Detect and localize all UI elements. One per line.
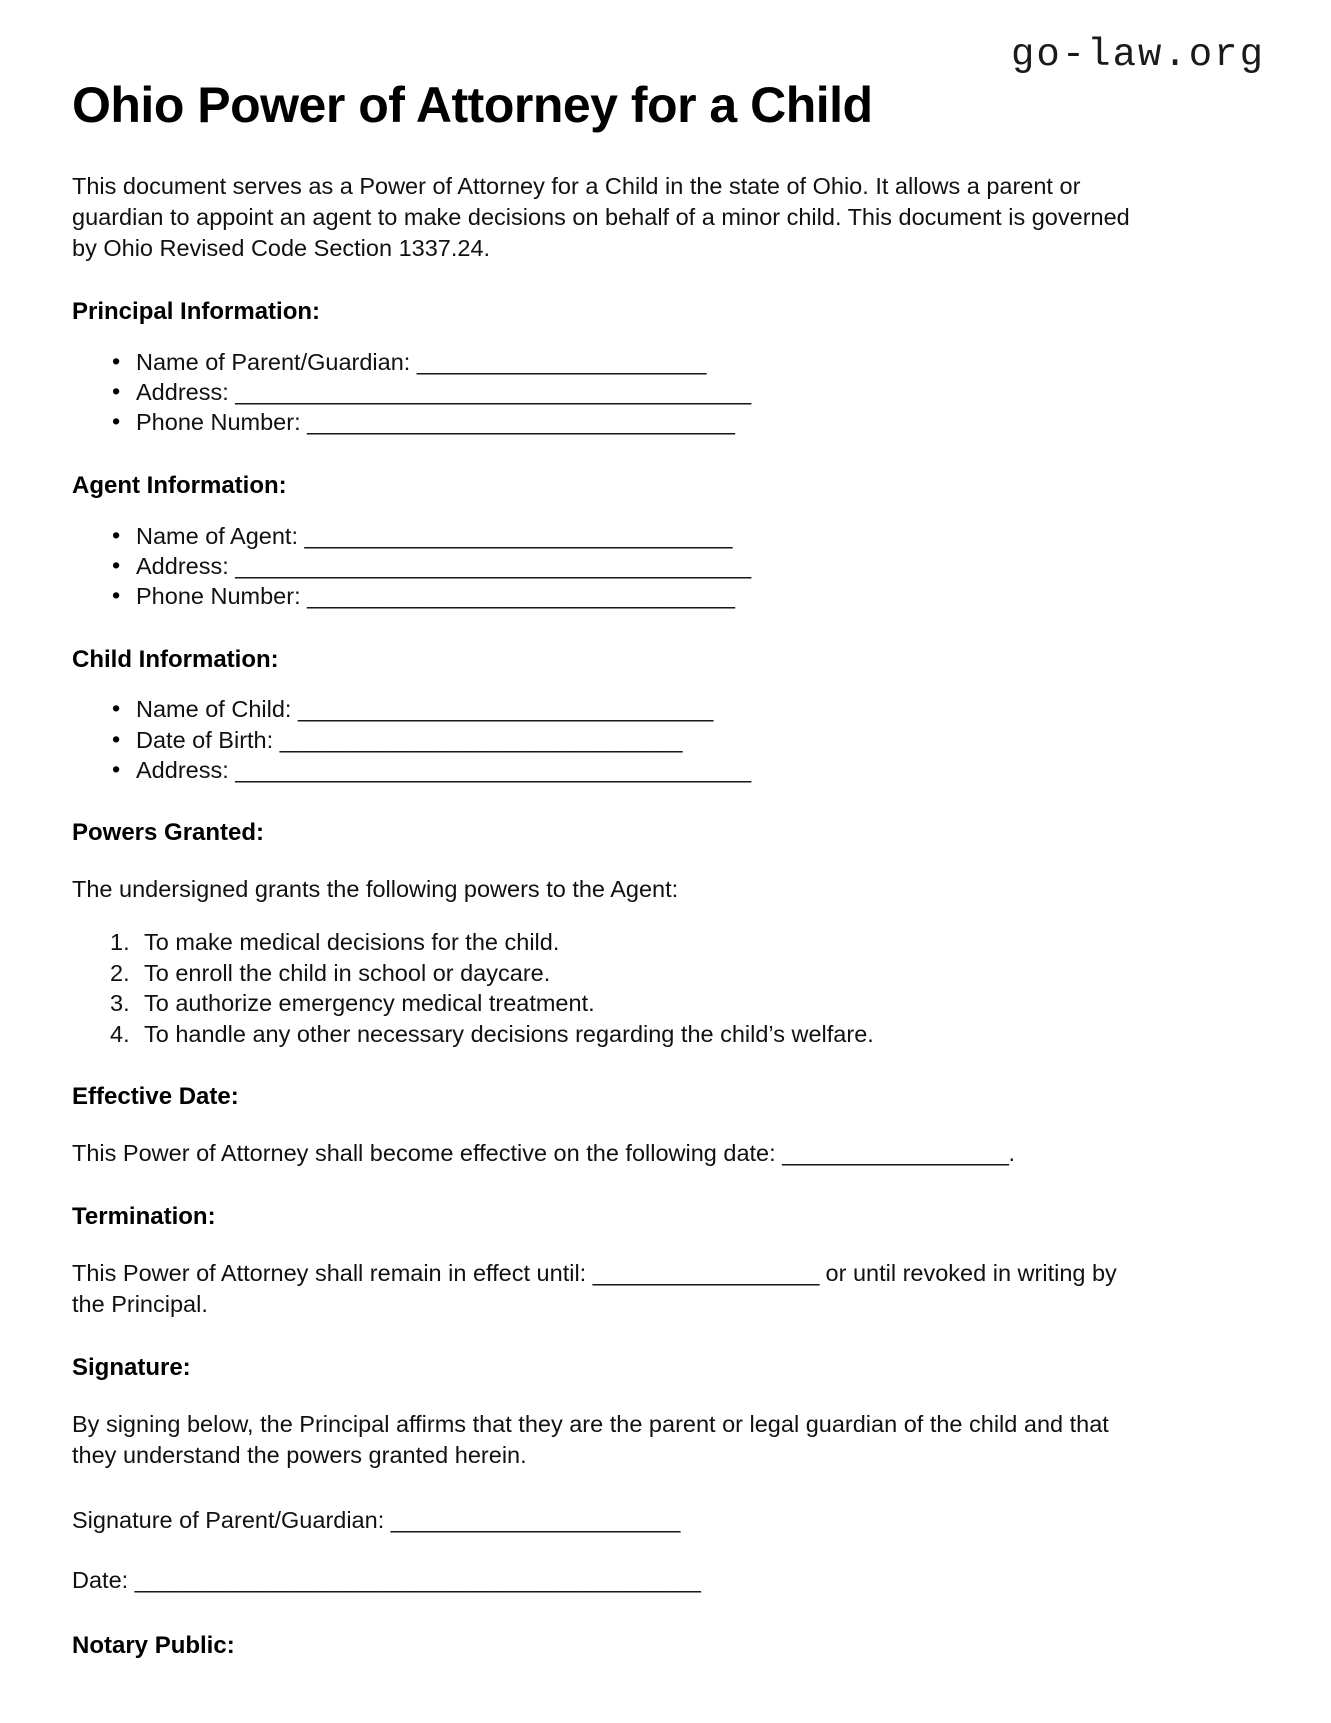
termination-text-after: or until revoked in writing by the Principal. — [72, 1259, 1117, 1317]
field-label: Name of Parent/Guardian: — [136, 348, 411, 375]
field-label: Name of Child: — [136, 696, 292, 723]
list-item: To enroll the child in school or daycare. — [144, 959, 551, 986]
list-item — [110, 347, 1259, 377]
list-item: To make medical decisions for the child. — [144, 929, 560, 956]
termination-text-before: This Power of Attorney shall remain in effect until: — [72, 1259, 593, 1286]
list-item: To handle any other necessary decisions regarding the child’s welfare. — [144, 1020, 874, 1047]
section-heading-signature: Signature: — [72, 1353, 191, 1381]
section-heading-termination: Termination: — [72, 1203, 216, 1231]
field-blank[interactable]: __________________________________ — [307, 409, 735, 436]
list-item — [110, 377, 1259, 407]
section-heading-agent: Agent Information: — [72, 471, 287, 499]
signature-of-parent-guardian-line — [72, 1505, 1259, 1536]
agent-field-list — [72, 521, 1259, 612]
field-blank[interactable]: ________________________________ — [279, 726, 682, 753]
intro-paragraph: This document serves as a Power of Attorney for a Child in the state of Ohio. It allows a parent or guardian to appoint an agent to make decisions on behalf of a minor child. This document is governed by Ohio Revised Code Section 1337.24. — [72, 173, 1130, 262]
powers-granted-list — [72, 927, 1259, 1049]
section-heading-principal: Principal Information: — [72, 298, 321, 326]
page-title: Ohio Power of Attorney for a Child — [72, 77, 873, 133]
section-heading-child: Child Information: — [72, 645, 279, 673]
field-blank[interactable]: __________________________________ — [304, 522, 732, 549]
field-label: Address: — [136, 379, 229, 406]
section-heading-powers-granted: Powers Granted: — [72, 819, 265, 847]
signature-date-line — [72, 1565, 1259, 1596]
list-item — [110, 694, 1259, 724]
date-label: Date: — [72, 1567, 135, 1594]
list-item — [110, 755, 1259, 785]
powers-intro-text: The undersigned grants the following powers to the Agent: — [72, 876, 679, 903]
field-blank[interactable]: _________________________________________ — [235, 756, 751, 783]
principal-field-list — [72, 347, 1259, 438]
signature-label: Signature of Parent/Guardian: — [72, 1506, 391, 1533]
field-blank[interactable]: __________________________________ — [307, 583, 735, 610]
list-item: To authorize emergency medical treatment. — [144, 990, 595, 1017]
bottom-spacer — [72, 1660, 1259, 1700]
field-blank[interactable]: _________________________________ — [297, 696, 713, 723]
termination-blank[interactable]: __________________ — [592, 1259, 819, 1286]
field-label: Phone Number: — [136, 409, 301, 436]
field-label: Name of Agent: — [136, 522, 298, 549]
date-blank[interactable]: _____________________________________________ — [134, 1567, 701, 1594]
field-blank[interactable]: _______________________ — [416, 348, 706, 375]
list-item — [110, 407, 1259, 437]
signature-statement: By signing below, the Principal affirms that they are the parent or legal guardian of the child and that they understand the powers granted herein. — [72, 1410, 1109, 1468]
list-item — [110, 551, 1259, 581]
field-label: Address: — [136, 552, 229, 579]
child-field-list — [72, 694, 1259, 785]
list-item — [110, 581, 1259, 611]
field-label: Address: — [136, 756, 229, 783]
signature-blank[interactable]: _______________________ — [390, 1506, 680, 1533]
field-label: Phone Number: — [136, 583, 301, 610]
effective-date-text-before: This Power of Attorney shall become effective on the following date: — [72, 1140, 783, 1167]
effective-date-blank[interactable]: __________________ — [782, 1140, 1009, 1167]
field-label: Date of Birth: — [136, 726, 274, 753]
list-item — [110, 725, 1259, 755]
field-blank[interactable]: _________________________________________ — [235, 379, 751, 406]
site-watermark: go-law.org — [1010, 33, 1265, 77]
section-heading-notary-public: Notary Public: — [72, 1631, 235, 1659]
section-heading-effective-date: Effective Date: — [72, 1083, 239, 1111]
field-blank[interactable]: _________________________________________ — [235, 552, 751, 579]
effective-date-statement — [72, 1138, 1147, 1169]
effective-date-text-after: . — [1008, 1140, 1015, 1167]
termination-statement — [72, 1258, 1147, 1320]
list-item — [110, 521, 1259, 551]
